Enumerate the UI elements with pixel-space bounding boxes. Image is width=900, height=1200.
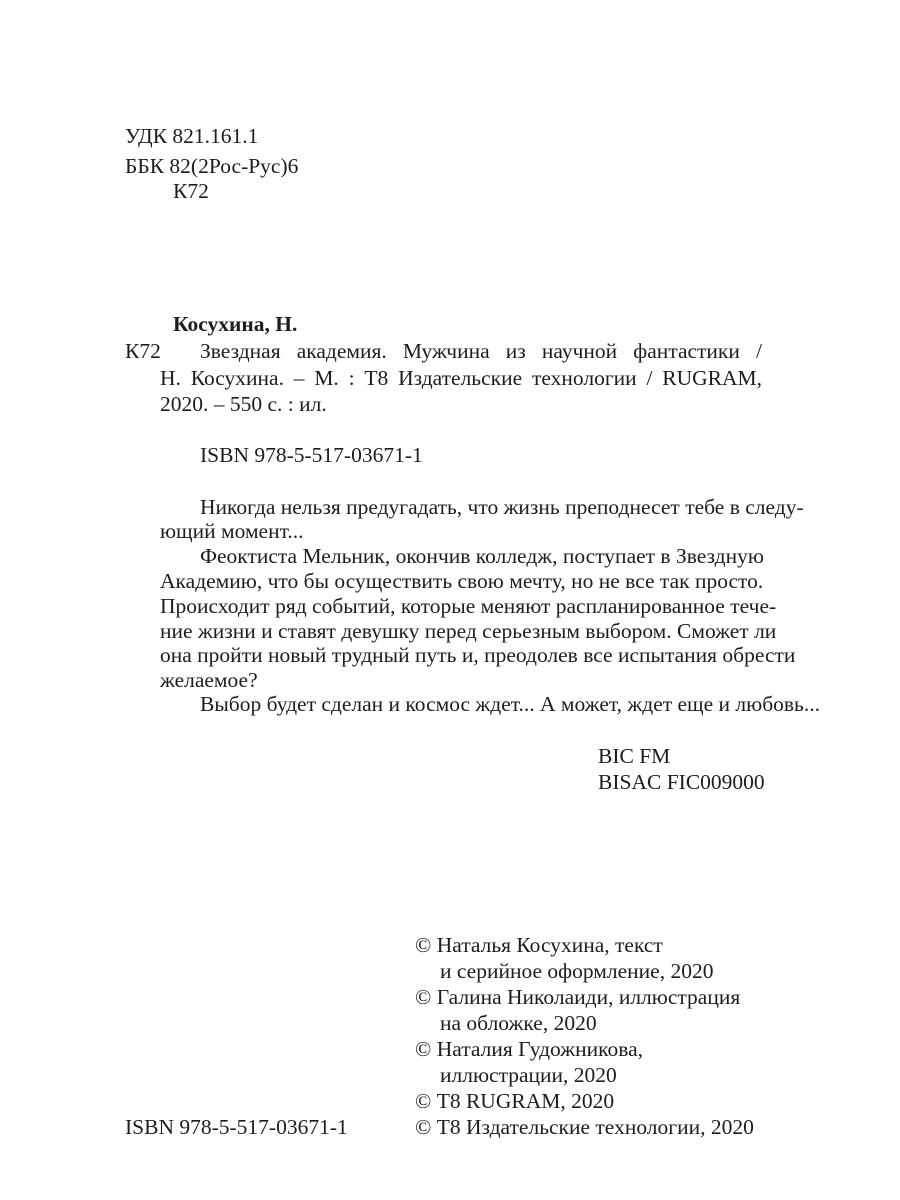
annotation-line: ющий момент... (160, 519, 304, 543)
copyright-line: © Т8 RUGRAM, 2020 (415, 1089, 615, 1113)
copyright-line: иллюстрации, 2020 (440, 1063, 617, 1087)
annotation-line: Выбор будет сделан и космос ждет... А может, ждет еще и любовь... (200, 692, 820, 716)
annotation-line: ние жизни и ставят девушку перед серьезным выбором. Сможет ли (160, 619, 777, 643)
catalog-mark: К72 (125, 339, 161, 363)
author-mark: К72 (173, 179, 209, 203)
copyright-line: © Наталья Косухина, текст (415, 933, 663, 957)
annotation-line: Академию, что бы осуществить свою мечту, но не все так просто. (160, 569, 764, 593)
copyright-line: © Галина Николаиди, иллюстрация (415, 985, 741, 1009)
footer-isbn: ISBN 978-5-517-03671-1 (125, 1115, 348, 1139)
annotation-line: Происходит ряд событий, которые меняют распланированное тече- (160, 594, 777, 618)
catalog-description-line: 2020. – 550 с. : ил. (160, 392, 327, 416)
catalog-isbn: ISBN 978-5-517-03671-1 (200, 443, 423, 467)
bic-code: BIC FM (598, 744, 671, 768)
catalog-description-line: Звездная академия. Мужчина из научной фантастики / (200, 339, 762, 363)
bisac-code: BISAC FIC009000 (598, 770, 765, 794)
catalog-author: Косухина, Н. (173, 312, 298, 336)
copyright-line: © Т8 Издательские технологии, 2020 (415, 1115, 754, 1139)
udk-code: УДК 821.161.1 (125, 124, 259, 148)
copyright-line: © Наталия Гудожникова, (415, 1037, 644, 1061)
annotation-line: она пройти новый трудный путь и, преодолев все испытания обрести (160, 643, 796, 667)
annotation-line: Никогда нельзя предугадать, что жизнь преподнесет тебе в следу- (200, 495, 804, 519)
copyright-line: и серийное оформление, 2020 (440, 959, 714, 983)
annotation-line: Феоктиста Мельник, окончив колледж, поступает в Звездную (200, 544, 764, 568)
copyright-line: на обложке, 2020 (440, 1011, 597, 1035)
catalog-description-line: Н. Косухина. – М. : Т8 Издательские технологии / RUGRAM, (160, 366, 762, 390)
annotation-line: желаемое? (160, 668, 258, 692)
bbk-code: ББК 82(2Рос-Рус)6 (125, 154, 299, 178)
